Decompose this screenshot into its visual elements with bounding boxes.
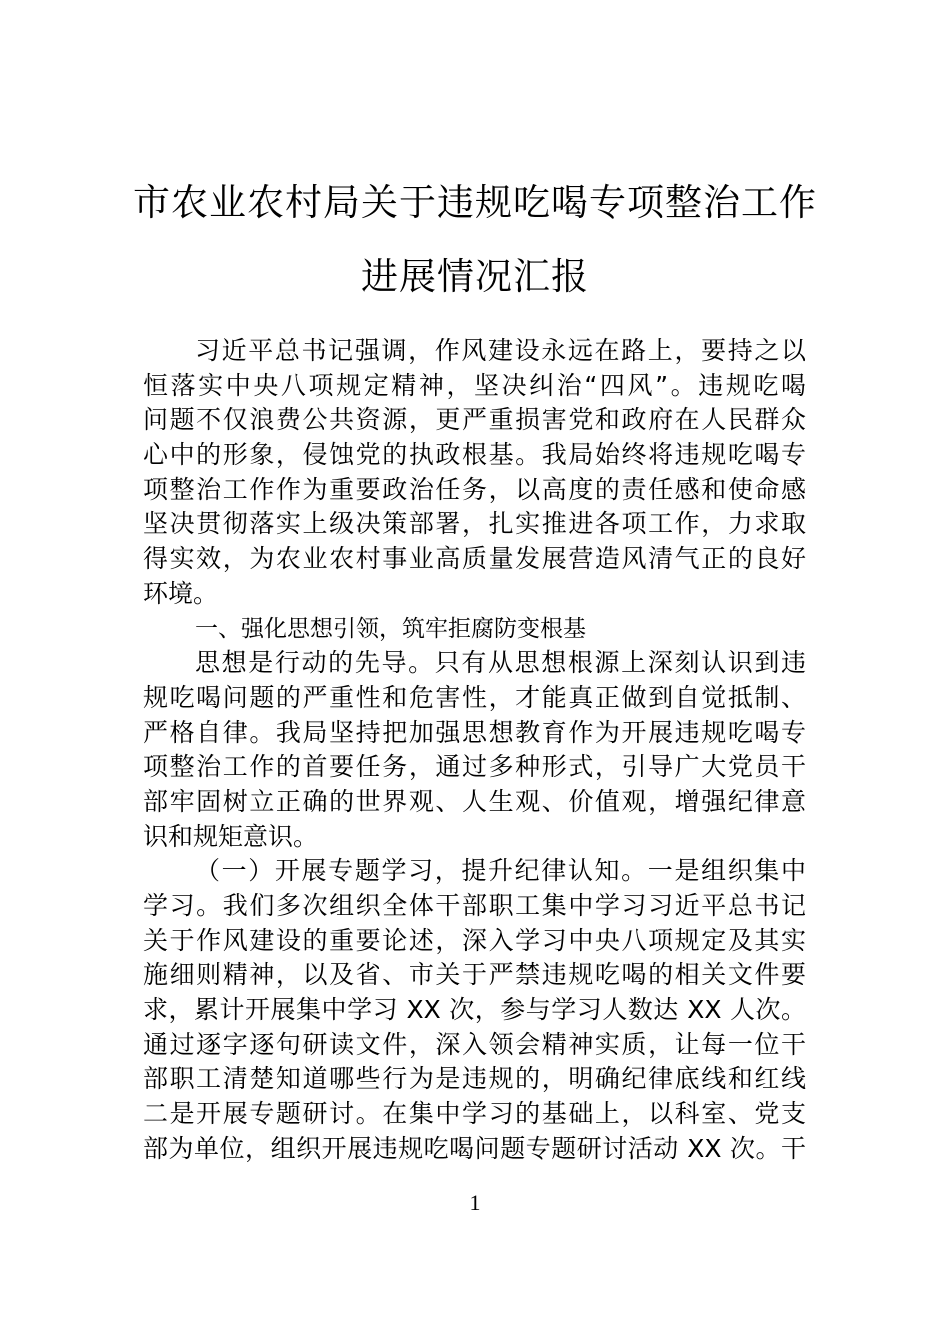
document-title-line-2: 进展情况汇报 <box>361 255 589 298</box>
paragraph-line: 关于作风建设的重要论述，深入学习中央八项规定及其实 <box>143 925 806 955</box>
paragraph-line: 心中的形象，侵蚀党的执政根基。我局始终将违规吃喝专 <box>143 440 806 470</box>
paragraph-line: 部为单位，组织开展违规吃喝问题专题研讨活动 XX 次。干 <box>143 1133 806 1163</box>
paragraph-line: （一）开展专题学习，提升纪律认知。一是组织集中 <box>195 856 806 886</box>
paragraph-line: 严格自律。我局坚持把加强思想教育作为开展违规吃喝专 <box>143 717 806 747</box>
page-number: 1 <box>469 1190 481 1215</box>
paragraph-line: 环境。 <box>143 578 219 608</box>
paragraph-line: 学习。我们多次组织全体干部职工集中学习习近平总书记 <box>143 891 806 920</box>
paragraph-line: 项整治工作的首要任务，通过多种形式，引导广大党员干 <box>143 752 806 782</box>
paragraph-line: 问题不仅浪费公共资源，更严重损害党和政府在人民群众 <box>143 405 806 435</box>
paragraph-line: 得实效，为农业农村事业高质量发展营造风清气正的良好 <box>143 544 806 574</box>
paragraph-line: 坚决贯彻落实上级决策部署，扎实推进各项工作，力求取 <box>143 509 806 539</box>
paragraph-line: 项整治工作作为重要政治任务，以高度的责任感和使命感 <box>143 474 806 504</box>
paragraph-line: 习近平总书记强调，作风建设永远在路上，要持之以 <box>195 336 806 365</box>
document-body <box>143 334 806 1167</box>
paragraph-line: 恒落实中央八项规定精神，坚决纠治“四风”。违规吃喝 <box>143 370 806 400</box>
paragraph-line: 识和规矩意识。 <box>143 821 319 851</box>
paragraph-line: 求，累计开展集中学习 XX 次，参与学习人数达 XX 人次。 <box>143 995 806 1025</box>
paragraph-line: 通过逐字逐句研读文件，深入领会精神实质，让每一位干 <box>143 1029 806 1059</box>
paragraph-line: 部职工清楚知道哪些行为是违规的，明确纪律底线和红线 <box>143 1064 806 1094</box>
paragraph-line: 施细则精神，以及省、市关于严禁违规吃喝的相关文件要 <box>143 960 806 990</box>
paragraph-line: 二是开展专题研讨。在集中学习的基础上，以科室、党支 <box>143 1099 806 1129</box>
document-title-line-1: 市农业农村局关于违规吃喝专项整治工作 <box>133 181 817 224</box>
section-heading: 一、强化思想引领，筑牢拒腐防变根基 <box>195 615 586 642</box>
paragraph-line: 规吃喝问题的严重性和危害性，才能真正做到自觉抵制、 <box>143 682 806 712</box>
paragraph-line: 部牢固树立正确的世界观、人生观、价值观，增强纪律意 <box>143 786 806 816</box>
paragraph-line: 思想是行动的先导。只有从思想根源上深刻认识到违 <box>195 648 806 678</box>
